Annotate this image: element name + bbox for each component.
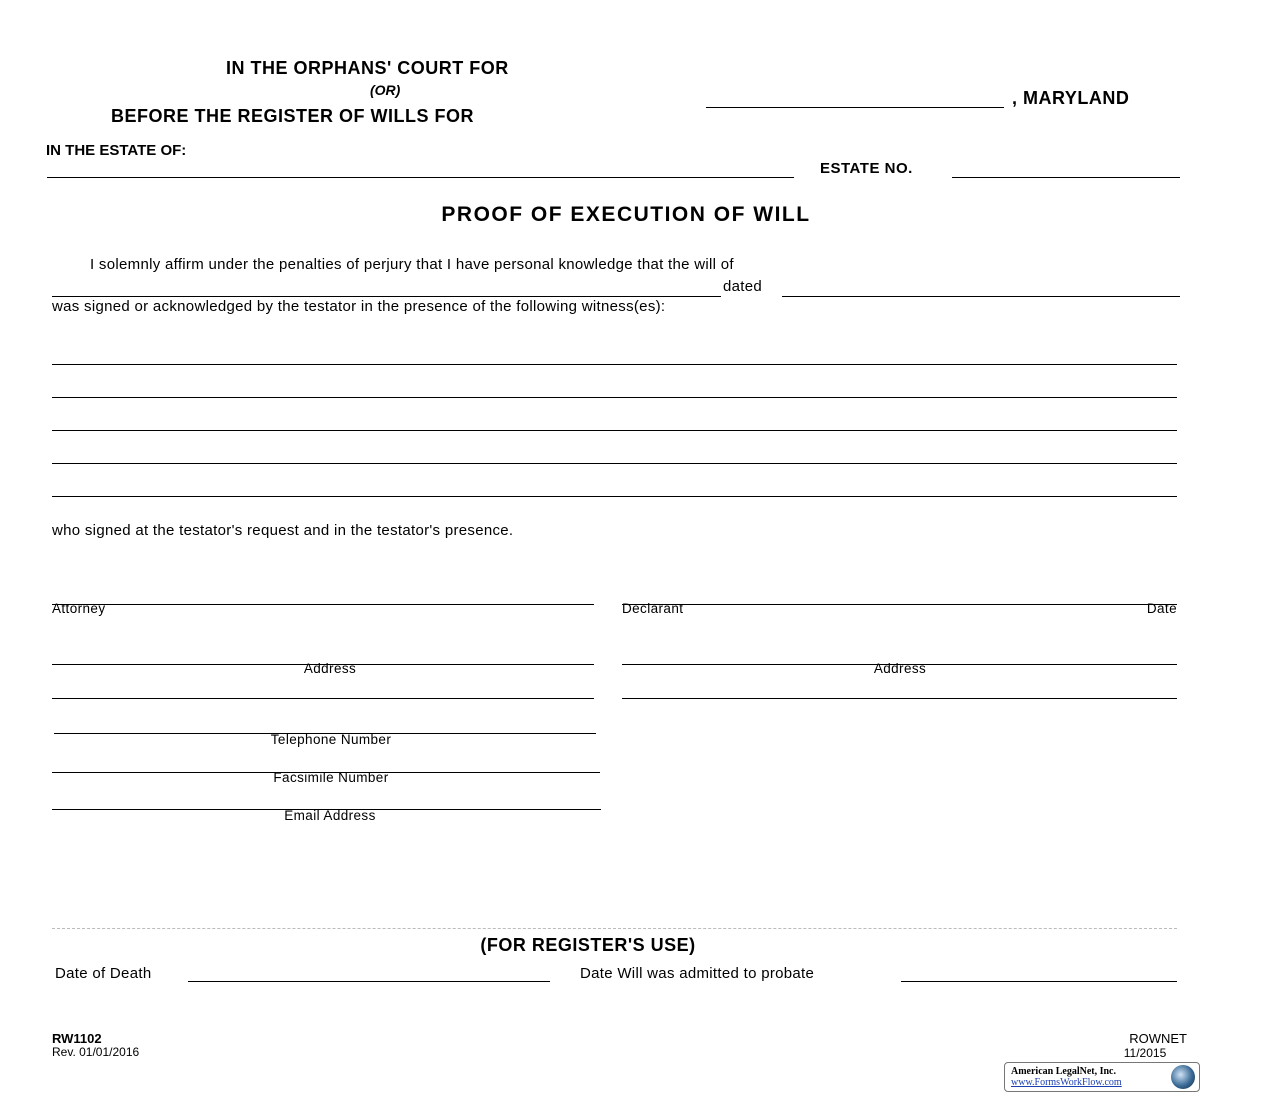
date-of-death-field[interactable] [188,981,550,982]
dated-label: dated [723,278,763,295]
attorney-label: Attorney [52,601,106,616]
page-title: PROOF OF EXECUTION OF WILL [441,203,811,226]
court-line: IN THE ORPHANS' COURT FOR [226,58,509,78]
declarant-address-field-2[interactable] [622,698,1177,699]
state-label: , MARYLAND [1012,88,1130,108]
register-use-heading: (FOR REGISTER'S USE) [480,935,696,955]
attorney-address-label: Address [303,661,357,676]
rownet-date: 11/2015 [1123,1046,1167,1060]
witness-line[interactable] [52,397,1177,398]
logo-url-link[interactable]: www.FormsWorkFlow.com [1011,1077,1122,1088]
globe-icon [1171,1065,1195,1089]
county-field[interactable] [706,107,1004,108]
testator-field[interactable] [52,296,721,297]
rownet-label: ROWNET [1129,1031,1187,1046]
email-label: Email Address [284,808,376,823]
estate-name-field[interactable] [47,177,794,178]
declarant-address-label: Address [873,661,927,676]
dashed-divider [52,928,1177,929]
witness-line[interactable] [52,496,1177,497]
estate-no-field[interactable] [952,177,1180,178]
affirm-text: I solemnly affirm under the penalties of perjury that I have personal knowledge that the will of [90,256,734,273]
dated-field[interactable] [782,296,1180,297]
attorney-address-field-2[interactable] [52,698,594,699]
register-line: BEFORE THE REGISTER OF WILLS FOR [111,106,475,126]
date-of-death-label: Date of Death [55,965,152,982]
date-admitted-label: Date Will was admitted to probate [580,965,815,982]
form-id: RW1102 [52,1031,102,1046]
telephone-label: Telephone Number [270,732,392,747]
revision-date: Rev. 01/01/2016 [52,1045,140,1059]
attorney-signature-field[interactable] [52,604,594,605]
who-signed-text: who signed at the testator's request and in the testator's presence. [52,522,514,539]
witness-line[interactable] [52,463,1177,464]
facsimile-label: Facsimile Number [273,770,389,785]
witness-line[interactable] [52,430,1177,431]
date-admitted-field[interactable] [901,981,1177,982]
or-label: (OR) [370,82,401,98]
american-legalnet-logo[interactable] [1004,1062,1200,1092]
estate-no-label: ESTATE NO. [820,160,913,177]
logo-company-name: American LegalNet, Inc. [1011,1066,1116,1077]
signed-by-text: was signed or acknowledged by the testator in the presence of the following witness(es): [52,298,666,315]
date-label: Date [1146,601,1177,616]
declarant-label: Declarant [622,601,684,616]
witness-line[interactable] [52,364,1177,365]
estate-of-label: IN THE ESTATE OF: [46,142,187,159]
declarant-signature-field[interactable] [622,604,1177,605]
